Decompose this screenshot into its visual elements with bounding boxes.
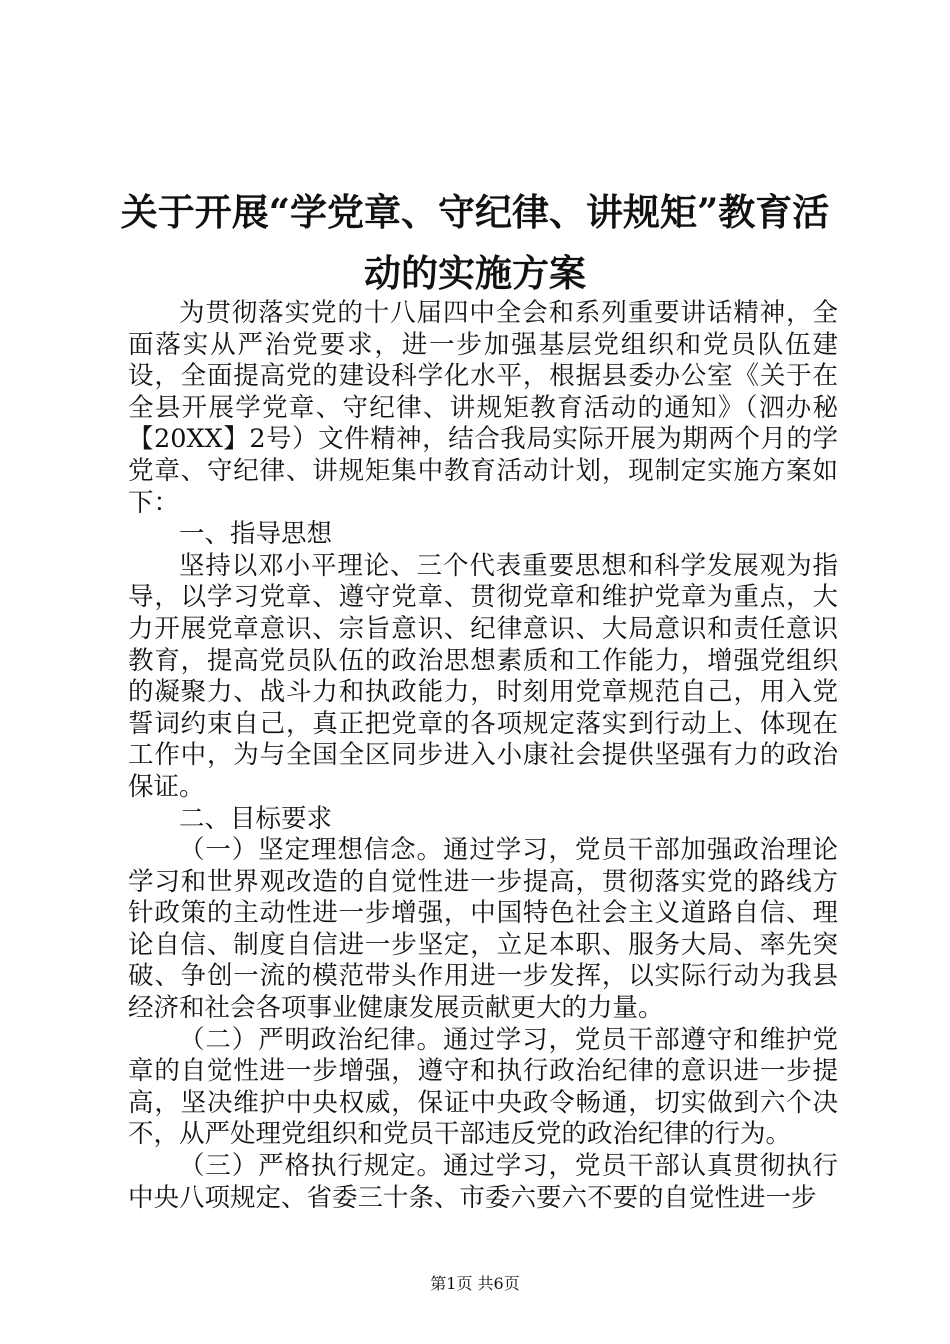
section-heading-guiding-ideology: 一、指导思想 — [179, 519, 333, 550]
goal-paragraph-3: （三）严格执行规定。通过学习，党员干部认真贯彻执行中央八项规定、省委三十条、市委六要六不要的自觉性进一步 — [128, 1151, 838, 1213]
guiding-ideology-paragraph: 坚持以邓小平理论、三个代表重要思想和科学发展观为指导，以学习党章、遵守党章、贯彻党章和维护党章为重点，大力开展党章意识、宗旨意识、纪律意识、大局意识和责任意识教育，提高党员队伍的政治思想素质和工作能力，增强党组织的凝聚力、战斗力和执政能力，时刻用党章规范自己，用入党誓词约束自己，真正把党章的各项规定落实到行动上、体现在工作中，为与全国全区同步进入小康社会提供坚强有力的政治保证。 — [128, 550, 838, 802]
document-title-line-1: 关于开展“学党章、守纪律、讲规矩”教育活 — [120, 190, 830, 234]
document-title-line-2: 动的实施方案 — [364, 251, 586, 295]
document-body — [128, 298, 838, 1214]
goal-paragraph-1: （一）坚定理想信念。通过学习，党员干部加强政治理论学习和世界观改造的自觉性进一步提高，贯彻落实党的路线方针政策的主动性进一步增强，中国特色社会主义道路自信、理论自信、制度自信进一步坚定，立足本职、服务大局、率先突破、争创一流的模范带头作用进一步发挥，以实际行动为我县经济和社会各项事业健康发展贡献更大的力量。 — [128, 835, 838, 1024]
section-heading-goals: 二、目标要求 — [179, 803, 333, 834]
intro-paragraph: 为贯彻落实党的十八届四中全会和系列重要讲话精神，全面落实从严治党要求，进一步加强基层党组织和党员队伍建设，全面提高党的建设科学化水平，根据县委办公室《关于在全县开展学党章、守纪律、讲规矩教育活动的通知》（泗办秘【20XX】2号）文件精神，结合我局实际开展为期两个月的学党章、守纪律、讲规矩集中教育活动计划，现制定实施方案如下： — [128, 298, 838, 518]
goal-paragraph-2: （二）严明政治纪律。通过学习，党员干部遵守和维护党章的自觉性进一步增强，遵守和执行政治纪律的意识进一步提高，坚决维护中央权威，保证中央政令畅通，切实做到六个决不，从严处理党组织和党员干部违反党的政治纪律的行为。 — [128, 1024, 838, 1150]
page-footer: 第1页 共6页 — [430, 1274, 520, 1293]
